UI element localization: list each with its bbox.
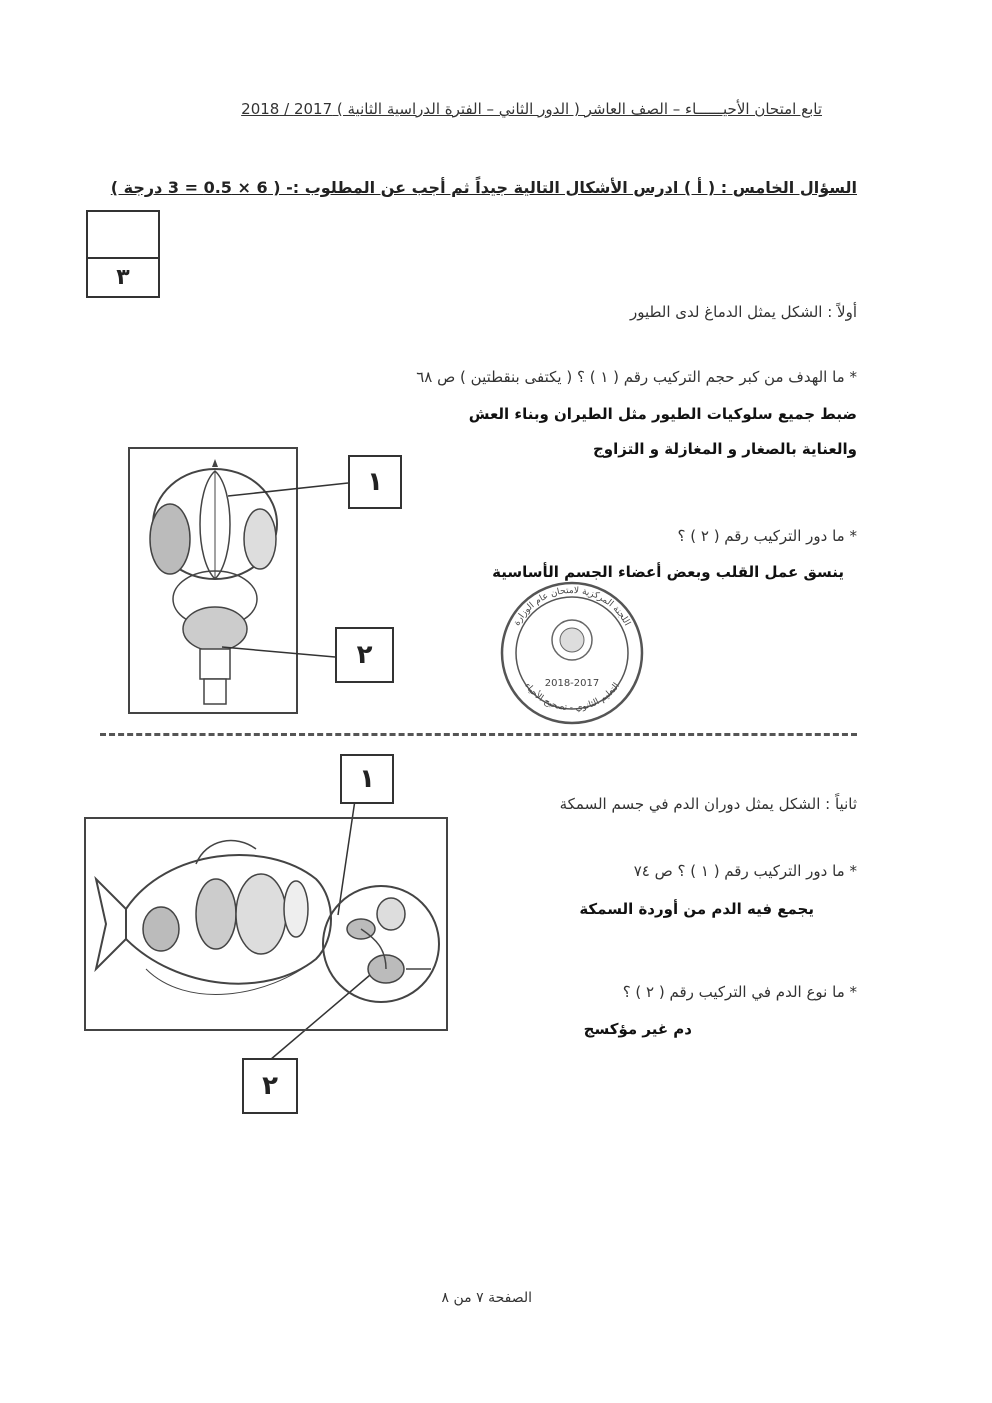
leader-line-2 [222,647,335,657]
part2-answer-1: يجمع فيه الدم من أوردة السمكة [579,900,814,918]
section-divider [100,733,857,736]
fish-label-box-2 [242,1058,298,1114]
part1-question-1: * ما الهدف من كبر حجم التركيب رقم ( ١ ) ؟ ( يكتفى بنقطتين ) ص ٦٨ [416,368,857,386]
question-title-text: السؤال الخامس : ( أ ) ادرس الأشكال التالية جيداً ثم أجب عن المطلوب :- ( 6 × 0.5 = 3 درجة ) [110,178,857,197]
fish-label-box-1-text: ١ [359,764,375,794]
stamp-top-text: اللجنة المركزية لامتحان عام الوزارة [512,585,632,628]
part1-question-2: * ما دور التركيب رقم ( ٢ ) ؟ [677,527,857,545]
label-box-2-text: ٢ [356,640,373,670]
part2-answer-2: دم غير مؤكسج [583,1020,692,1038]
label-box-1-text: ١ [367,467,383,497]
fish-label-box-1 [340,754,394,804]
fish-label-box-2-text: ٢ [262,1071,278,1101]
exam-header-text: تابع امتحان الأحيــــــاء – الصف العاشر ( الدور الثاني – الفترة الدراسية الثانية ) 2017 / 2018 [241,100,822,118]
part2-question-1: * ما دور التركيب رقم ( ١ ) ؟ ص ٧٤ [633,862,857,880]
fish-drawing [86,819,446,1029]
fish-circulation-figure [84,817,448,1031]
part1-answer-2: ينسق عمل القلب وبعض أعضاء الجسم الأساسية [492,563,844,581]
stamp-bottom-text: التعليم الثانوي - تصحيح الأحياء [522,681,622,714]
part2-question-2: * ما نوع الدم في التركيب رقم ( ٢ ) ؟ [622,983,857,1001]
part2-label: ثانياً : الشكل يمثل دوران الدم في جسم السمكة [559,795,857,813]
official-stamp [497,578,647,728]
stamp-seal [497,578,647,728]
score-value: ٣ [116,265,130,290]
label-box-1 [348,455,402,509]
part1-label: أولاً : الشكل يمثل الدماغ لدى الطيور [629,303,857,321]
label-box-2 [335,627,394,683]
part1-answer-1-line1: ضبط جميع سلوكيات الطيور مثل الطيران وبناء العش [468,405,857,423]
leader-line-1 [228,483,348,496]
page-footer: الصفحة ٧ من ٨ [441,1290,532,1306]
stamp-year: 2018-2017 [544,678,600,689]
part1-answer-1-line2: والعناية بالصغار و المغازلة و التزاوج [592,440,857,458]
